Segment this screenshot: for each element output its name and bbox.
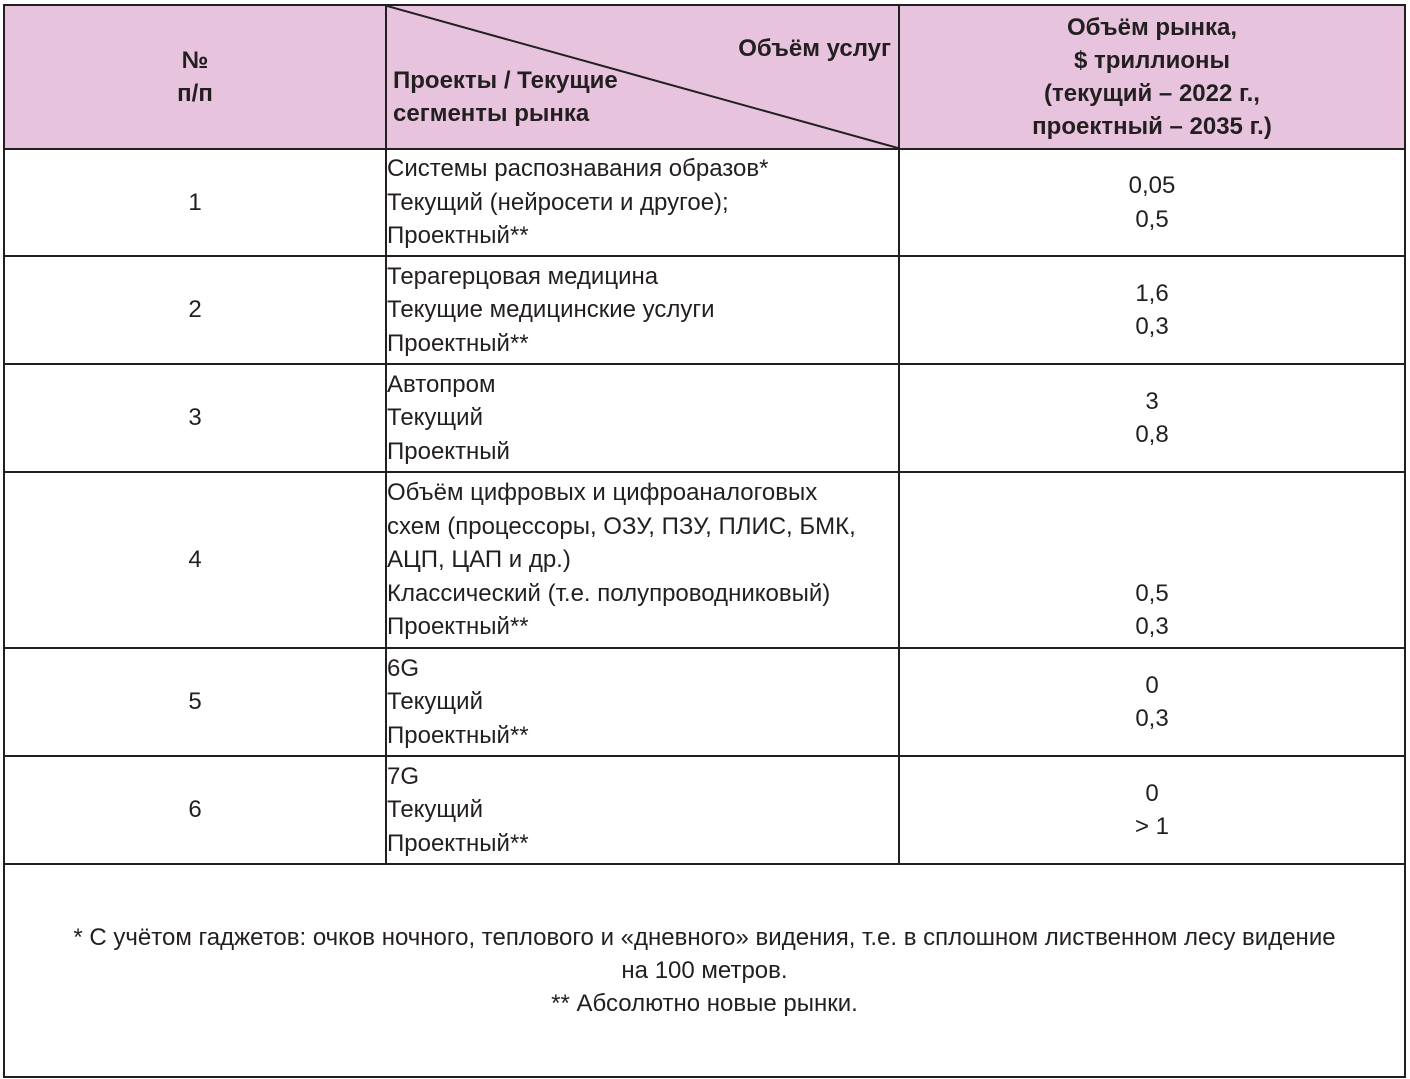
row-line: Объём цифровых и цифроаналоговых [387,479,818,507]
row-value-projected: 0,3 [1135,613,1169,640]
row-number: 2 [4,256,386,364]
row-value-projected: 0,5 [1135,205,1169,233]
header-diagonal-cell [386,5,899,149]
footnote-row [4,864,1405,1077]
row-line: Проектный [387,437,510,465]
row-line: 6G [387,654,420,682]
table-row [4,256,1405,364]
footnote-cell [4,864,1405,1077]
row-line: Текущий [387,404,483,432]
row-description [386,149,899,256]
header-market-volume-cell [899,5,1405,149]
row-line: Проектный** [387,329,529,357]
row-description [386,472,899,648]
row-line: Проектный** [387,829,529,857]
table-row [4,756,1405,864]
header-volume-line: $ триллионы [1073,47,1231,74]
row-line: Терагерцовая медицина [387,262,659,290]
row-values [899,364,1405,472]
table-row [4,364,1405,472]
row-value-current: 0,05 [1128,172,1176,199]
row-line: Текущий (нейросети и другое); [387,188,729,216]
table-row [4,149,1405,256]
market-table [3,4,1406,1078]
row-number: 3 [4,364,386,472]
row-line: Классический (т.е. полупроводниковый) [387,579,831,607]
row-line: схем (процессоры, ОЗУ, ПЗУ, ПЛИС, БМК, [387,512,856,540]
header-number-line: № [181,47,209,74]
header-row [4,5,1405,149]
row-value-projected: 0,3 [1135,705,1169,732]
row-value-current: 0,5 [1135,579,1169,607]
footnote-line: на 100 метров. [621,957,788,984]
row-line: Системы распознавания образов* [387,155,769,183]
row-number: 4 [4,472,386,648]
row-values [899,256,1405,364]
row-number: 1 [4,149,386,256]
row-value-projected: 0,8 [1135,421,1169,448]
row-value-current: 1,6 [1135,279,1169,307]
row-line: Текущий [387,688,483,716]
table-row [4,472,1405,648]
row-line: АЦП, ЦАП и др.) [387,546,571,574]
row-line: Текущий [387,796,483,824]
row-description [386,364,899,472]
header-projects-label [393,64,618,130]
row-value-projected: > 1 [1134,813,1170,840]
row-description [386,256,899,364]
header-volume-line: проектный – 2035 г.) [1032,113,1272,140]
row-values [899,756,1405,864]
row-line: Проектный** [387,222,529,250]
table-row [4,648,1405,756]
row-value-current: 3 [1145,387,1159,415]
row-line: Текущие медицинские услуги [387,296,715,324]
row-line: Проектный** [387,721,529,749]
row-description [386,756,899,864]
header-services-label: Объём услуг [738,35,891,62]
header-projects-line: Проекты / Текущие [393,67,618,94]
row-values [899,149,1405,256]
footnote-line: ** Абсолютно новые рынки. [551,990,858,1017]
row-value-current: 0 [1145,671,1159,699]
row-line: 7G [387,762,420,790]
row-value-projected: 0,3 [1135,313,1169,340]
header-volume-line: (текущий – 2022 г., [1044,80,1260,107]
header-projects-line: сегменты рынка [393,100,590,127]
row-number: 6 [4,756,386,864]
row-values [899,472,1405,648]
row-number: 5 [4,648,386,756]
row-value-current: 0 [1145,779,1159,807]
row-line: Проектный** [387,613,529,641]
header-volume-line: Объём рынка, [1066,14,1238,41]
footnote-line: * С учётом гаджетов: очков ночного, теплового и «дневного» видения, т.е. в сплошном лиственном лесу видение [73,924,1336,951]
header-number-line: п/п [177,80,213,107]
header-number-cell [4,5,386,149]
row-description [386,648,899,756]
row-line: Автопром [387,370,496,398]
row-values [899,648,1405,756]
